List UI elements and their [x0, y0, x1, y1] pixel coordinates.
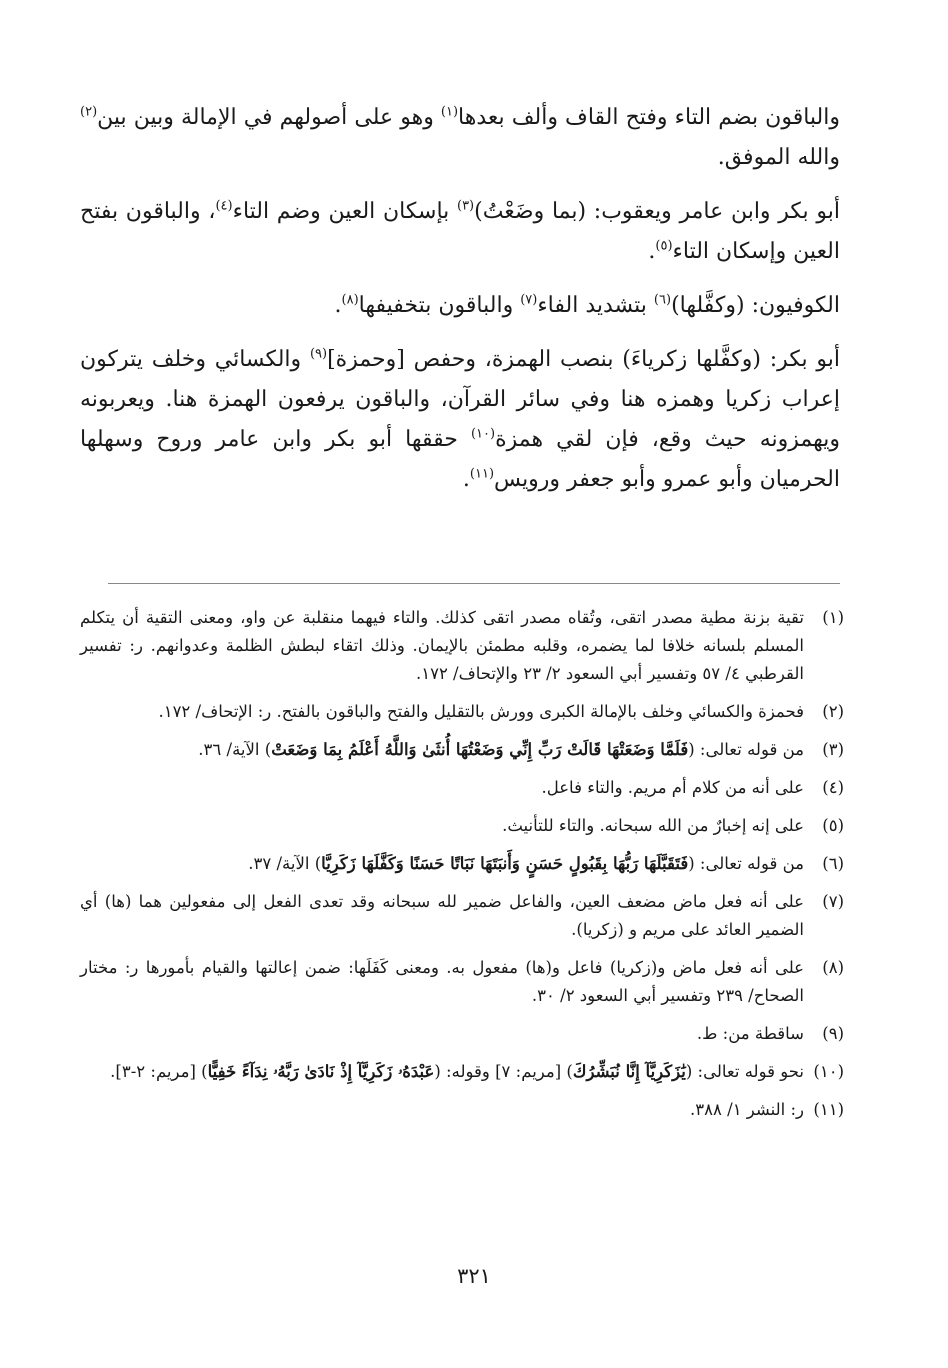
text-run: بتشديد الفاء — [537, 293, 654, 318]
footnote-number: (١٠) — [813, 1062, 844, 1081]
footnote-ref[interactable]: (١) — [440, 104, 459, 120]
footnote-ref[interactable]: (٦) — [653, 292, 672, 308]
paragraph-3 — [80, 286, 840, 326]
footnote-11 — [80, 1096, 844, 1124]
paragraph-4 — [80, 340, 840, 500]
main-text — [80, 98, 840, 514]
text-run: . — [462, 467, 470, 492]
footnote-number: (٤) — [822, 778, 844, 797]
text-run: حققها أبو بكر وابن عامر وروح وسهلها الحرميان وأبو عمرو وأبو جعفر ورويس — [80, 427, 840, 492]
footnote-6 — [80, 850, 844, 878]
footnote-number: (٣) — [822, 740, 844, 759]
footnote-5 — [80, 812, 844, 840]
footnote-text — [80, 736, 804, 764]
text-run: أبو بكر: (وكفَّلها زكرياءَ) بنصب الهمزة، وحفص [وحمزة] — [327, 347, 840, 372]
footnote-text — [80, 1058, 804, 1086]
footnote-number: (٢) — [822, 702, 844, 721]
text-run: الكوفيون: (وكفَّلها) — [671, 293, 840, 318]
quran-verse-2: عَبْدَهُۥ زَكَرِيَّآ إِذْ نَادَىٰ رَبَّهُۥ نِدَآءً خَفِيًّا — [207, 1062, 435, 1081]
footnote-text: على أنه من كلام أم مريم. والتاء فاعل. — [541, 778, 804, 797]
quran-verse: يَٰزَكَرِيَّآ إِنَّا نُبَشِّرُكَ — [572, 1062, 686, 1081]
text-run: والباقون بتخفيفها — [358, 293, 521, 318]
quran-verse: فَلَمَّا وَضَعَتْهَا قَالَتْ رَبِّ إِنِّي وَضَعْتُهَا أُنثَىٰ وَاللَّهُ أَعْلَمُ بِمَا وَضَعَتْ — [271, 740, 689, 759]
text-run: بإسكان العين وضم التاء — [232, 199, 457, 224]
text-run: والباقون بضم التاء وفتح القاف وألف بعدها — [458, 105, 840, 130]
footnote-text: على أنه فعل ماض و(زكريا) فاعل و(ها) مفعول به. ومعنى كَفَلَها: ضمن إعالتها والقيام بأمورها ر: مختار الصحاح/ ٢٣٩ وتفسير أبي السعود ٢/ ٣٠. — [80, 958, 804, 1005]
page-number: ٣٢١ — [457, 1264, 491, 1288]
footnote-ref[interactable]: (٢) — [80, 104, 98, 120]
footnote-text — [80, 850, 804, 878]
footnote-number: (١) — [822, 608, 844, 627]
footnote-ref[interactable]: (١١) — [469, 466, 495, 482]
text-run: ، والباقون بفتح العين وإسكان التاء — [80, 199, 840, 264]
footnote-number: (٨) — [822, 958, 844, 977]
footnote-text: فحمزة والكسائي وخلف بالإمالة الكبرى وورش بالتقليل والفتح والباقون بالفتح. ر: الإتحاف/ ١٧٢. — [158, 702, 804, 721]
footnote-text: على إنه إخبارٌ من الله سبحانه. والتاء للتأنيث. — [502, 816, 804, 835]
footnote-text: ساقطة من: ط. — [696, 1024, 804, 1043]
footnote-4 — [80, 774, 844, 802]
footnote-text: ر: النشر ١/ ٣٨٨. — [690, 1100, 804, 1119]
footnote-number: (٥) — [822, 816, 844, 835]
footnote-number: (١١) — [813, 1100, 844, 1119]
footnote-suffix: ) الآية/ ٣٦. — [198, 740, 272, 759]
footnote-middle: ) [مريم: ٧] وقوله: ( — [434, 1062, 573, 1081]
footnote-8 — [80, 954, 844, 1010]
text-run: والله الموفق. — [717, 145, 840, 170]
paragraph-1 — [80, 98, 840, 178]
text-run: وهو على أصولهم في الإمالة وبين بين — [97, 105, 441, 130]
footnote-10 — [80, 1058, 844, 1086]
footnote-number: (٩) — [822, 1024, 844, 1043]
footnote-ref[interactable]: (٥) — [655, 238, 673, 254]
footnote-number: (٧) — [822, 892, 844, 911]
text-run: . — [648, 239, 656, 264]
text-run: والكسائي وخلف يتركون إعراب زكريا وهمزه هنا وفي سائر القرآن، والباقون يرفعون الهمزة هنا. ويعربونه ويهمزونه حيث وقع، فإن لقي همزة — [80, 347, 840, 452]
text-run: أبو بكر وابن عامر ويعقوب: (بما وضَعْتُ) — [474, 199, 840, 224]
footnote-prefix: من قوله تعالى: ( — [688, 854, 804, 873]
footnote-ref[interactable]: (٤) — [215, 198, 233, 214]
footnote-divider — [108, 583, 840, 584]
footnote-text: على أنه فعل ماض مضعف العين، والفاعل ضمير لله سبحانه وقد تعدى الفعل إلى مفعولين هما (ها) أي الضمير العائد على مريم و (زكريا). — [80, 892, 804, 939]
footnote-ref[interactable]: (١٠) — [470, 426, 496, 442]
footnote-3 — [80, 736, 844, 764]
footnote-ref[interactable]: (٧) — [520, 292, 538, 308]
footnote-text: تقية بزنة مطية مصدر اتقى، وتُقاه مصدر اتقى كذلك. والتاء فيهما منقلبة عن واو، ومعنى التقية أن يتكلم المسلم بلسانه خلافا لما يضمره، وقلبه مطمئن بالإيمان. وذلك اتقاء لبطش الظلمة وعدوانهم. ر: تفسير القرطبي ٤/ ٥٧ وتفسير أبي السعود ٢/ ٢٣ والإتحاف/ ١٧٢. — [80, 608, 804, 683]
text-run: . — [334, 293, 342, 318]
footnote-suffix: ) [مريم: ٢-٣]. — [110, 1062, 208, 1081]
quran-verse: فَتَقَبَّلَهَا رَبُّهَا بِقَبُولٍ حَسَنٍ وَأَنبَتَهَا نَبَاتًا حَسَنًا وَكَفَّلَهَا زَكَرِيَّا — [321, 854, 689, 873]
footnote-number: (٦) — [822, 854, 844, 873]
footnote-7 — [80, 888, 844, 944]
footnotes — [80, 604, 844, 1134]
footnote-2 — [80, 698, 844, 726]
footnote-suffix: ) الآية/ ٣٧. — [248, 854, 322, 873]
footnote-ref[interactable]: (٨) — [341, 292, 359, 308]
footnote-1 — [80, 604, 844, 688]
paragraph-2 — [80, 192, 840, 272]
footnote-prefix: من قوله تعالى: ( — [688, 740, 804, 759]
footnote-ref[interactable]: (٣) — [456, 198, 475, 214]
footnote-prefix: نحو قوله تعالى: ( — [685, 1062, 804, 1081]
footnote-9 — [80, 1020, 844, 1048]
footnote-ref[interactable]: (٩) — [309, 346, 328, 362]
